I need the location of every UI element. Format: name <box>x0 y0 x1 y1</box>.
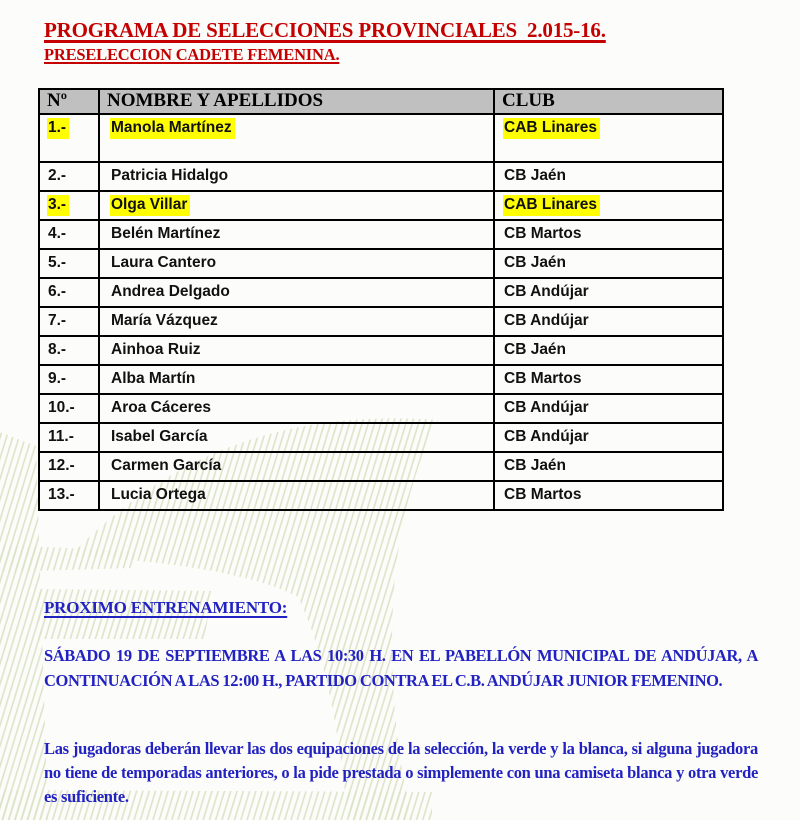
cell-num <box>39 365 99 394</box>
roster-table <box>38 88 724 511</box>
cell-name <box>99 481 494 510</box>
table-row <box>39 307 723 336</box>
cell-text-name: Laura Cantero <box>111 254 217 271</box>
cell-text-num: 7.- <box>48 312 67 329</box>
cell-text-name: Ainhoa Ruiz <box>111 341 201 358</box>
cell-club <box>494 114 723 162</box>
cell-name <box>99 249 494 278</box>
table-row <box>39 191 723 220</box>
cell-club <box>494 423 723 452</box>
cell-text-club: CB Martos <box>504 486 582 503</box>
cell-text-num: 9.- <box>48 370 67 387</box>
cell-name <box>99 365 494 394</box>
cell-text-club: CB Andújar <box>504 283 589 300</box>
cell-text-club: CB Jaén <box>504 167 567 184</box>
cell-num <box>39 423 99 452</box>
cell-club <box>494 394 723 423</box>
cell-text-num: 2.- <box>48 167 67 184</box>
document-subtitle: PRESELECCION CADETE FEMENINA. <box>44 45 340 64</box>
cell-num <box>39 114 99 162</box>
cell-text-num: 6.- <box>48 283 67 300</box>
equipment-note-paragraph: Las jugadoras deberán llevar las dos equipaciones de la selección, la verde y la blanca, si alguna jugadora no tiene de temporadas anteriores, o la pide prestada o simplemente con una camiseta blanca y otra verde es suficiente. <box>44 739 758 806</box>
table-row <box>39 394 723 423</box>
cell-club <box>494 307 723 336</box>
cell-text-num: 3.- <box>47 195 69 216</box>
cell-club <box>494 481 723 510</box>
cell-text-name: Belén Martínez <box>111 225 221 242</box>
cell-club <box>494 452 723 481</box>
cell-text-num: 13.- <box>48 486 75 503</box>
cell-num <box>39 278 99 307</box>
cell-text-name: Isabel García <box>111 428 208 445</box>
cell-num <box>39 336 99 365</box>
cell-club <box>494 162 723 191</box>
cell-num <box>39 394 99 423</box>
cell-name <box>99 394 494 423</box>
cell-club <box>494 336 723 365</box>
cell-club <box>494 249 723 278</box>
table-header-row <box>39 89 723 114</box>
col-header-club: CLUB <box>494 89 723 114</box>
cell-text-club: CAB Linares <box>503 195 600 216</box>
cell-name <box>99 307 494 336</box>
cell-text-name: Patricia Hidalgo <box>111 167 229 184</box>
cell-club <box>494 365 723 394</box>
cell-name <box>99 114 494 162</box>
cell-text-club: CB Andújar <box>504 428 589 445</box>
cell-text-num: 12.- <box>48 457 75 474</box>
table-row <box>39 278 723 307</box>
cell-name <box>99 278 494 307</box>
cell-text-club: CB Jaén <box>504 457 567 474</box>
cell-text-num: 10.- <box>48 399 75 416</box>
cell-text-num: 1.- <box>47 118 69 139</box>
table-row <box>39 162 723 191</box>
cell-club <box>494 278 723 307</box>
col-header-name: NOMBRE Y APELLIDOS <box>99 89 494 114</box>
cell-text-name: Aroa Cáceres <box>111 399 211 416</box>
col-header-number: Nº <box>39 89 99 114</box>
cell-text-num: 11.- <box>48 428 74 445</box>
cell-num <box>39 162 99 191</box>
cell-text-name: Lucia Ortega <box>111 486 206 503</box>
table-row <box>39 336 723 365</box>
cell-text-name: Carmen García <box>111 457 222 474</box>
cell-text-num: 8.- <box>48 341 67 358</box>
document-title: PROGRAMA DE SELECCIONES PROVINCIALES 2.015-16. <box>44 18 606 42</box>
cell-text-club: CB Andújar <box>504 312 589 329</box>
cell-text-name: Alba Martín <box>111 370 196 387</box>
cell-club <box>494 220 723 249</box>
table-row <box>39 481 723 510</box>
cell-text-club: CB Martos <box>504 370 582 387</box>
cell-name <box>99 423 494 452</box>
cell-num <box>39 481 99 510</box>
cell-club <box>494 191 723 220</box>
cell-num <box>39 220 99 249</box>
cell-text-name: María Vázquez <box>111 312 218 329</box>
cell-name <box>99 336 494 365</box>
cell-text-club: CB Andújar <box>504 399 589 416</box>
table-row <box>39 249 723 278</box>
cell-name <box>99 162 494 191</box>
training-heading: PROXIMO ENTRENAMIENTO: <box>44 598 288 617</box>
training-schedule-paragraph: SÁBADO 19 DE SEPTIEMBRE A LAS 10:30 H. EN EL PABELLÓN MUNICIPAL DE ANDÚJAR, A CONTINUACIÓN A LAS 12:00 H., PARTIDO CONTRA EL C.B. ANDÚJAR JUNIOR FEMENINO. <box>44 646 758 690</box>
cell-text-name: Olga Villar <box>110 195 190 216</box>
table-row <box>39 220 723 249</box>
table-row <box>39 452 723 481</box>
cell-text-club: CB Jaén <box>504 254 567 271</box>
cell-text-club: CB Jaén <box>504 341 567 358</box>
cell-num <box>39 249 99 278</box>
cell-num <box>39 191 99 220</box>
cell-name <box>99 220 494 249</box>
cell-text-num: 4.- <box>48 225 67 242</box>
cell-name <box>99 191 494 220</box>
table-row <box>39 114 723 162</box>
cell-num <box>39 307 99 336</box>
cell-text-num: 5.- <box>48 254 67 271</box>
cell-text-name: Manola Martínez <box>110 118 235 139</box>
cell-name <box>99 452 494 481</box>
cell-text-name: Andrea Delgado <box>111 283 230 300</box>
table-row <box>39 423 723 452</box>
cell-text-club: CAB Linares <box>503 118 600 139</box>
cell-num <box>39 452 99 481</box>
table-row <box>39 365 723 394</box>
cell-text-club: CB Martos <box>504 225 582 242</box>
